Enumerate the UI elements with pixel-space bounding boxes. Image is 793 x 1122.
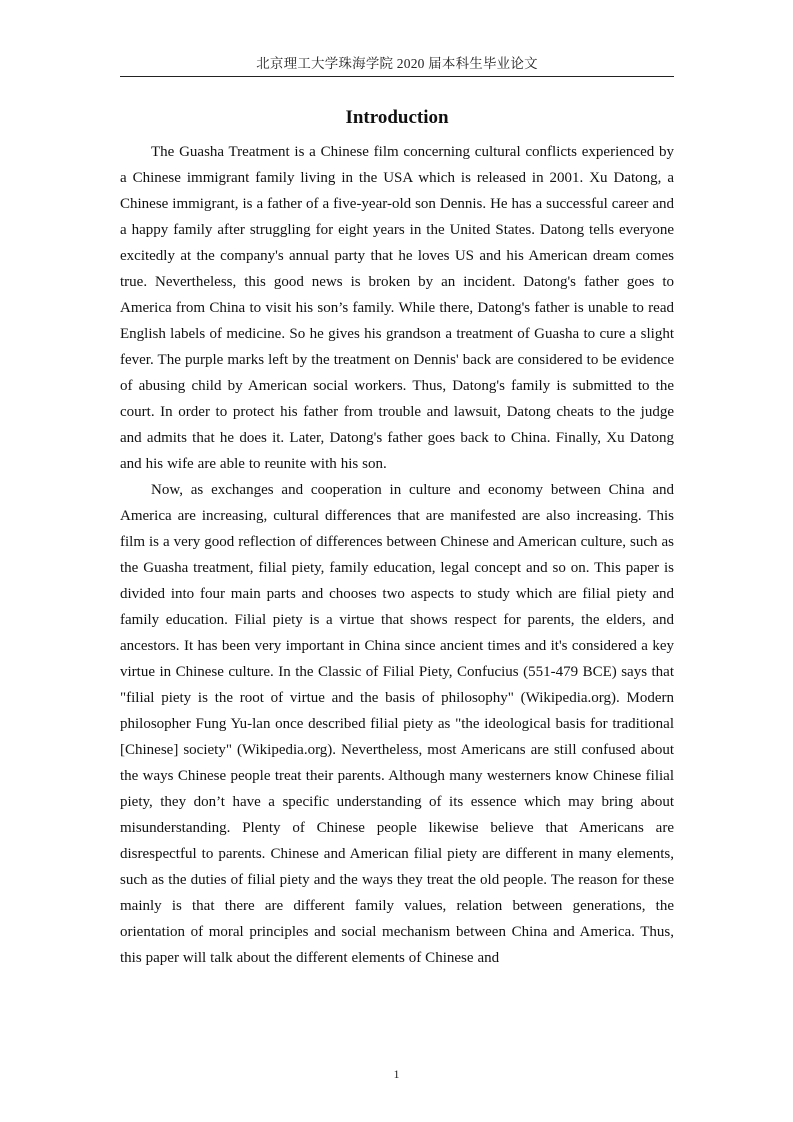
paragraph-2: Now, as exchanges and cooperation in culture and economy between China and America are increasing, cultural differences that are manifested are also increasing. This film is a very good reflection of differences between Chinese and American culture, such as the Guasha treatment, filial piety, family education, legal concept and so on. This paper is divided into four main parts and chooses two aspects to study which are filial piety and family education. Filial piety is a virtue that shows respect for parents, the elders, and ancestors. It has been very important in China since ancient times and it's considered a key virtue in Chinese culture. In the Classic of Filial Piety, Confucius (551-479 BCE) says that "filial piety is the root of virtue and the basis of philosophy" (Wikipedia.org). Modern philosopher Fung Yu-lan once described filial piety as "the ideological basis for traditional [Chinese] society" (Wikipedia.org). Nevertheless, most Americans are still confused about the ways Chinese people treat their parents. Although many westerners know Chinese filial piety, they don’t have a specific understanding of its essence which may bring about misunderstanding. Plenty of Chinese people likewise believe that Americans are disrespectful to parents. Chinese and American filial piety are different in many elements, such as the duties of filial piety and the ways they treat the old people. The reason for these mainly is that there are different family values, relation between generations, the orientation of moral principles and social mechanism between China and America. Thus, this paper will talk about the different elements of Chinese and <box>120 482 674 966</box>
section-title: Introduction <box>345 107 449 128</box>
header-divider <box>120 76 674 77</box>
running-header: 北京理工大学珠海学院 2020 届本科生毕业论文 <box>256 56 538 71</box>
page-number: 1 <box>393 1067 400 1081</box>
paragraph-1: The Guasha Treatment is a Chinese film concerning cultural conflicts experienced by a Chinese immigrant family living in the USA which is released in 2001. Xu Datong, a Chinese immigrant, is a father of a five-year-old son Dennis. He has a successful career and a happy family after struggling for eight years in the United States. Datong tells everyone excitedly at the company's annual party that he loves US and his American dream comes true. Nevertheless, this good news is broken by an incident. Datong's father goes to America from China to visit his son’s family. While there, Datong's father is unable to read English labels of medicine. So he gives his grandson a treatment of Guasha to cure a slight fever. The purple marks left by the treatment on Dennis' back are considered to be evidence of abusing child by American social workers. Thus, Datong's family is submitted to the court. In order to protect his father from trouble and lawsuit, Datong cheats to the judge and admits that he does it. Later, Datong's father goes back to China. Finally, Xu Datong and his wife are able to reunite with his son. <box>120 144 674 472</box>
body-text <box>120 139 674 971</box>
